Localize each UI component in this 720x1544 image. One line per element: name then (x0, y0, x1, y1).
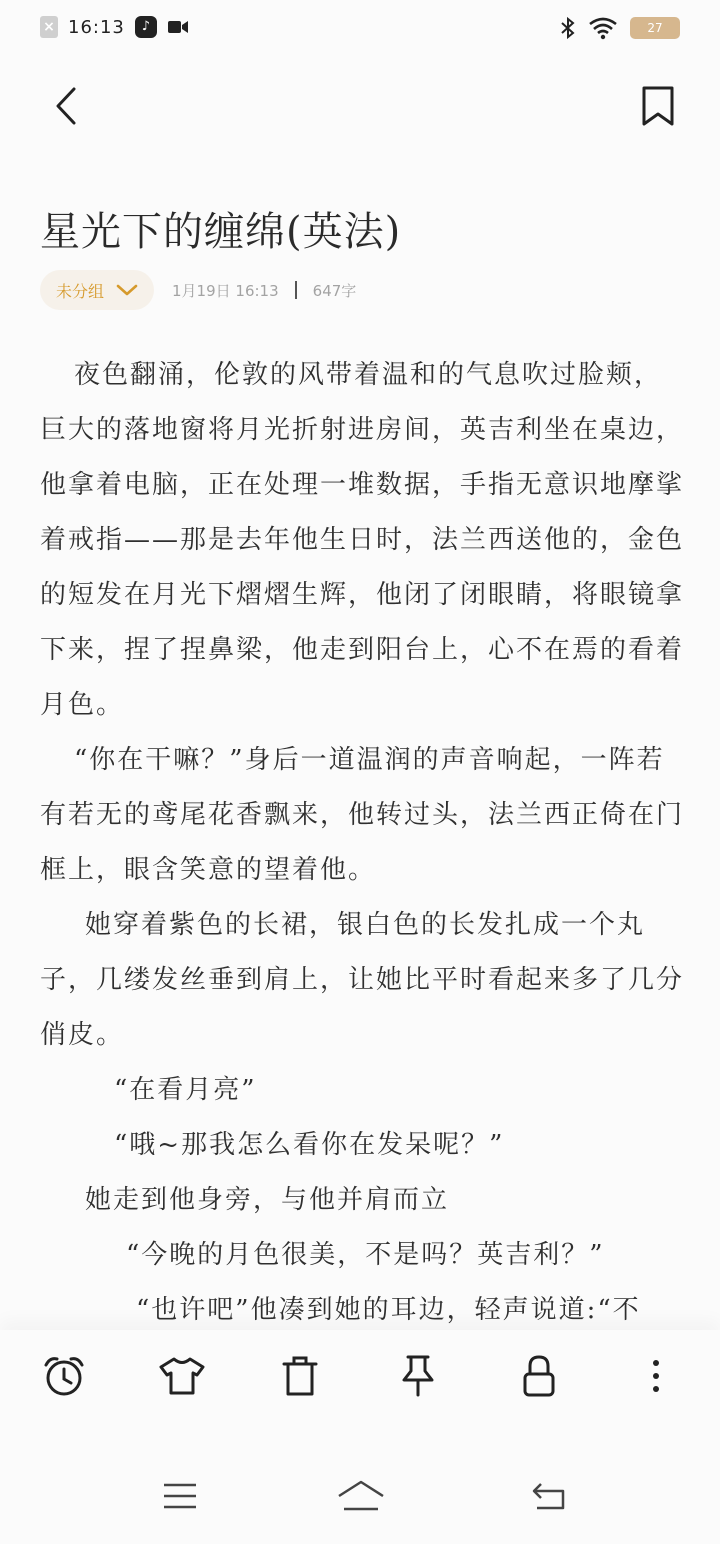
system-nav-bar (0, 1440, 720, 1544)
note-body[interactable] (40, 348, 685, 1328)
recent-apps-button[interactable] (156, 1478, 204, 1514)
back-nav-button[interactable] (525, 1478, 573, 1514)
group-selector[interactable] (40, 270, 154, 310)
menu-icon (162, 1481, 198, 1511)
back-nav-icon (529, 1481, 569, 1511)
pin-icon (400, 1354, 436, 1398)
top-bar (0, 76, 720, 136)
wifi-icon (588, 16, 618, 40)
back-arrow-icon (54, 86, 78, 126)
status-bar (0, 0, 720, 58)
meta-divider (295, 281, 297, 299)
home-icon (336, 1479, 386, 1513)
battery-icon (630, 17, 680, 39)
back-button[interactable] (44, 84, 88, 128)
lock-button[interactable] (515, 1352, 563, 1400)
reminder-button[interactable] (40, 1352, 88, 1400)
tiktok-icon: ♪ (135, 16, 157, 38)
word-count: 647字 (312, 281, 357, 300)
delete-button[interactable] (276, 1352, 324, 1400)
home-button[interactable] (334, 1478, 388, 1514)
trash-icon (282, 1355, 318, 1397)
paragraph: 她穿着紫色的长裙，银白色的长发扎成一个丸子，几缕发丝垂到肩上，让她比平时看起来多了几分俏皮。 (40, 910, 685, 1050)
paragraph: 她走到他身旁，与他并肩而立 (85, 1185, 450, 1215)
status-time: 16:13 (68, 16, 125, 38)
more-vertical-icon (651, 1358, 661, 1394)
group-label: 未分组 (56, 281, 105, 301)
status-left (40, 16, 189, 38)
paragraph: 夜色翻涌，伦敦的风带着温和的气息吹过脸颊，巨大的落地窗将月光折射进房间，英吉利坐在桌边，他拿着电脑，正在处理一堆数据，手指无意识地摩挲着戒指——那是去年他生日时，法兰西送他的，金色的短发在月光下熠熠生辉，他闭了闭眼睛，将眼镜拿下来，捏了捏鼻梁，他走到阳台上，心不在焉的看着月色。 (40, 360, 685, 720)
paragraph: “在看月亮” (114, 1075, 257, 1105)
status-right (560, 16, 680, 40)
video-icon (167, 19, 189, 35)
bluetooth-icon (560, 16, 576, 40)
paragraph: “哦~那我怎么看你在发呆呢？” (114, 1130, 505, 1160)
notification-x-icon: × (40, 16, 58, 38)
chevron-down-icon (116, 283, 138, 297)
paragraph: “今晚的月色很美，不是吗？英吉利？” (126, 1240, 605, 1270)
bookmark-button[interactable] (638, 82, 678, 130)
alarm-clock-icon (42, 1354, 86, 1398)
bookmark-icon (641, 85, 675, 127)
more-button[interactable] (632, 1352, 680, 1400)
paragraph: “也许吧”他凑到她的耳边，轻声说道:“不 (136, 1295, 641, 1325)
tshirt-icon (159, 1356, 205, 1396)
note-title[interactable]: 星光下的缠绵(英法) (40, 209, 402, 255)
bottom-toolbar (0, 1330, 720, 1440)
lock-icon (522, 1354, 556, 1398)
paragraph: “你在干嘛？”身后一道温润的声音响起，一阵若有若无的鸢尾花香飘来，他转过头，法兰西正倚在门框上，眼含笑意的望着他。 (40, 745, 685, 885)
theme-button[interactable] (158, 1352, 206, 1400)
battery-level: 27 (647, 21, 663, 35)
pin-button[interactable] (394, 1352, 442, 1400)
note-meta (40, 270, 356, 310)
note-date: 1月19日 16:13 (172, 281, 279, 300)
